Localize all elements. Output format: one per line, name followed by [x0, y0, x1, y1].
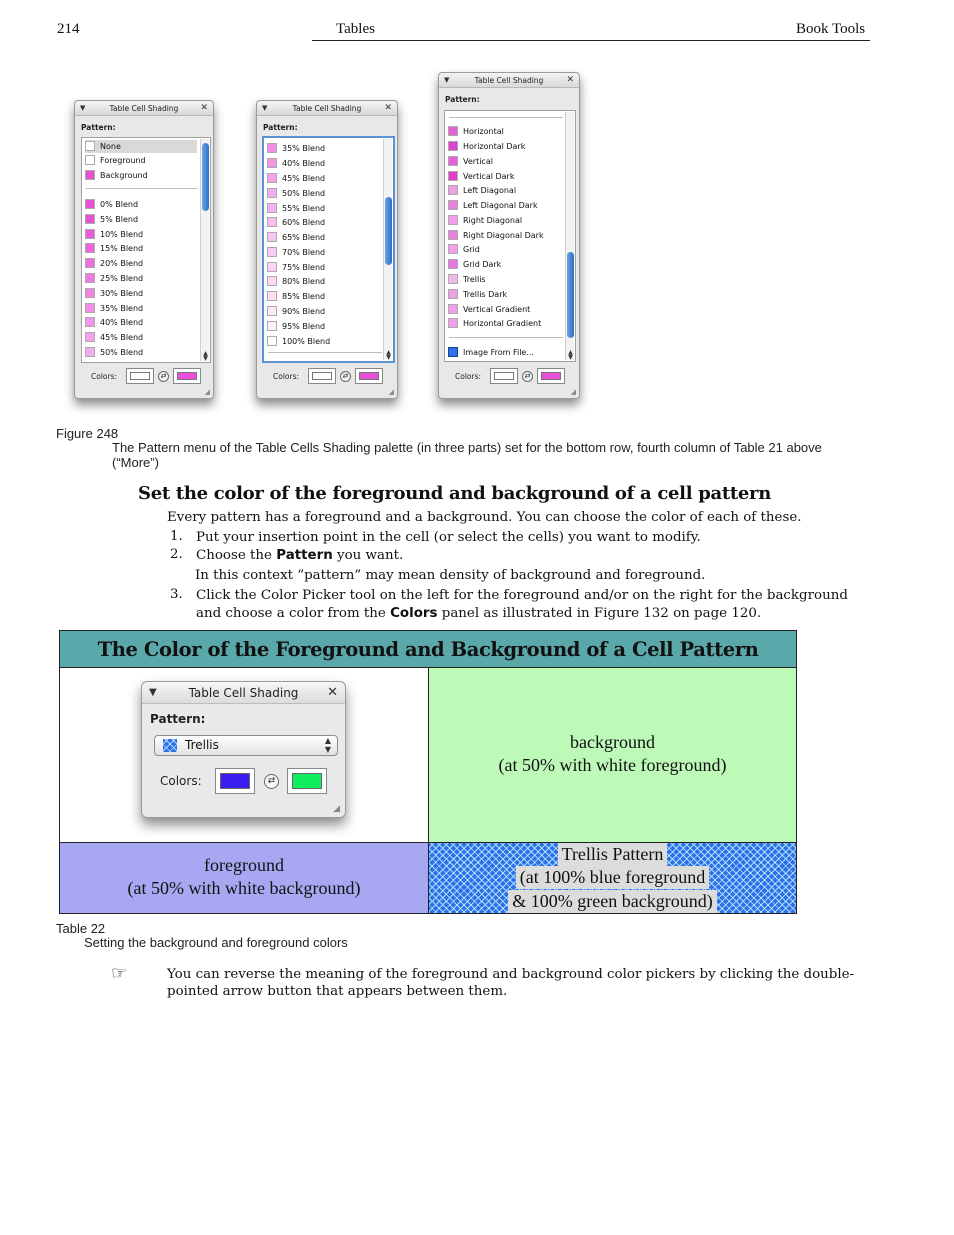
- pattern-swatch: [448, 289, 458, 299]
- trellis-cell-line1: Trellis Pattern: [558, 843, 668, 866]
- list-item[interactable]: 90% Blend: [267, 305, 325, 318]
- collapse-triangle-icon[interactable]: ▼: [149, 687, 157, 698]
- divider: [86, 188, 198, 189]
- colors-label: Colors:: [160, 774, 202, 788]
- running-chapter: Tables: [336, 21, 375, 37]
- close-icon[interactable]: ✕: [327, 685, 338, 700]
- foreground-color-picker[interactable]: [308, 368, 336, 384]
- list-item[interactable]: 95% Blend: [267, 320, 325, 333]
- list-item[interactable]: 45% Blend: [267, 172, 325, 185]
- pattern-swatch: [448, 215, 458, 225]
- collapse-triangle-icon[interactable]: ▼: [444, 76, 450, 84]
- list-item[interactable]: Grid: [448, 243, 480, 256]
- pattern-list[interactable]: [444, 110, 576, 362]
- step-text: Click the Color Picker tool on the left for the foreground and/or on the right for the background and choose a color from the Colors panel as illustrated in Figure 132 on page 120.: [196, 588, 848, 621]
- swap-colors-button[interactable]: ⇄: [340, 371, 351, 382]
- scrollbar-thumb[interactable]: [567, 252, 574, 338]
- pattern-list[interactable]: [262, 136, 395, 363]
- collapse-triangle-icon[interactable]: ▼: [262, 104, 268, 112]
- pattern-swatch: [448, 304, 458, 314]
- background-color-swatch: [292, 773, 322, 789]
- list-item[interactable]: Vertical Gradient: [448, 303, 530, 316]
- list-item[interactable]: 40% Blend: [267, 157, 325, 170]
- section-heading: Set the color of the foreground and background of a cell pattern: [138, 483, 772, 504]
- list-item[interactable]: 25% Blend: [85, 272, 143, 285]
- collapse-triangle-icon[interactable]: ▼: [80, 104, 86, 112]
- scrollbar-thumb[interactable]: [385, 197, 392, 265]
- pattern-swatch: [85, 258, 95, 268]
- pattern-swatch: [85, 317, 95, 327]
- list-item[interactable]: Left Diagonal: [448, 184, 516, 197]
- pattern-swatch: [85, 155, 95, 165]
- close-icon[interactable]: ✕: [384, 103, 392, 113]
- pattern-select-value: Trellis: [185, 738, 219, 752]
- background-cell-line1: background: [570, 732, 655, 752]
- foreground-cell-line2: (at 50% with white background): [127, 878, 361, 898]
- pattern-label: Pattern:: [150, 712, 206, 726]
- resize-grip-icon[interactable]: ◢: [204, 388, 210, 396]
- colors-label: Colors:: [273, 372, 300, 381]
- page-number: 214: [57, 21, 80, 37]
- pattern-swatch: [85, 332, 95, 342]
- list-item[interactable]: 80% Blend: [267, 275, 325, 288]
- pattern-swatch: [85, 199, 95, 209]
- list-item[interactable]: Trellis Dark: [448, 288, 507, 301]
- step-note: In this context “pattern” may mean density of background and foreground.: [195, 568, 706, 583]
- table-title: The Color of the Foreground and Background of a Cell Pattern: [60, 631, 796, 668]
- scrollbar[interactable]: [383, 139, 392, 360]
- pattern-swatch: [448, 318, 458, 328]
- step-number: 3.: [170, 587, 183, 602]
- pattern-swatch: [85, 347, 95, 357]
- pattern-swatch: [267, 188, 277, 198]
- scroll-arrows-icon[interactable]: ▲ ▼: [568, 349, 573, 361]
- list-item[interactable]: 60% Blend: [267, 216, 325, 229]
- table-cell-foreground: [60, 843, 429, 913]
- trellis-cell-line3: & 100% green background): [508, 890, 716, 913]
- background-color-picker[interactable]: [173, 368, 201, 384]
- list-item[interactable]: Horizontal Dark: [448, 140, 525, 153]
- pattern-swatch: [267, 291, 277, 301]
- pattern-swatch: [448, 259, 458, 269]
- list-item[interactable]: 35% Blend: [85, 302, 143, 315]
- list-item[interactable]: Foreground: [85, 154, 146, 167]
- trellis-cell-line2: (at 100% blue foreground: [516, 866, 709, 889]
- pattern-swatch: [448, 156, 458, 166]
- list-item[interactable]: 35% Blend: [267, 142, 325, 155]
- list-item[interactable]: Right Diagonal: [448, 214, 522, 227]
- list-item[interactable]: 50% Blend: [85, 346, 143, 359]
- list-item[interactable]: 70% Blend: [267, 246, 325, 259]
- pattern-swatch: [267, 143, 277, 153]
- list-item[interactable]: Right Diagonal Dark: [448, 229, 544, 242]
- list-item[interactable]: 100% Blend: [267, 335, 330, 348]
- foreground-color-picker[interactable]: [215, 768, 255, 794]
- pattern-label: Pattern:: [81, 123, 116, 132]
- ui-term-pattern: Pattern: [276, 548, 333, 563]
- pattern-swatch: [85, 214, 95, 224]
- foreground-cell-line1: foreground: [204, 855, 284, 875]
- list-item[interactable]: 65% Blend: [267, 231, 325, 244]
- list-item[interactable]: Vertical Dark: [448, 170, 514, 183]
- pattern-swatch: [448, 274, 458, 284]
- pointing-hand-icon: ☞: [111, 963, 128, 984]
- list-item[interactable]: 85% Blend: [267, 290, 325, 303]
- stepper-arrows-icon: ▲ ▼: [324, 736, 331, 754]
- list-item[interactable]: 40% Blend: [85, 316, 143, 329]
- pattern-label: Pattern:: [445, 95, 480, 104]
- list-item[interactable]: 30% Blend: [85, 287, 143, 300]
- pattern-swatch: [85, 141, 95, 151]
- pattern-swatch: [85, 303, 95, 313]
- scroll-arrows-icon[interactable]: ▲ ▼: [203, 350, 208, 362]
- foreground-color-swatch: [494, 372, 514, 380]
- pattern-swatch: [85, 273, 95, 283]
- pattern-swatch: [267, 321, 277, 331]
- step-number: 2.: [170, 547, 183, 562]
- background-color-swatch: [359, 372, 379, 380]
- foreground-color-picker[interactable]: [126, 368, 154, 384]
- background-cell-line2: (at 50% with white foreground): [498, 755, 727, 775]
- scrollbar[interactable]: [200, 139, 209, 361]
- swap-colors-button[interactable]: ⇄: [522, 371, 533, 382]
- pattern-swatch: [267, 276, 277, 286]
- palette-part-2: [256, 100, 398, 399]
- list-item[interactable]: 15% Blend: [85, 242, 143, 255]
- list-item-image-from-file[interactable]: Image From File...: [448, 346, 534, 359]
- palette-part-3: [438, 72, 580, 399]
- image-icon: [448, 347, 458, 357]
- divider: [449, 337, 563, 338]
- pattern-swatch: [267, 247, 277, 257]
- background-color-swatch: [541, 372, 561, 380]
- pattern-swatch: [267, 306, 277, 316]
- pattern-swatch: [448, 230, 458, 240]
- pattern-swatch: [267, 173, 277, 183]
- pattern-swatch: [448, 126, 458, 136]
- close-icon[interactable]: ✕: [200, 103, 208, 113]
- pattern-swatch: [85, 288, 95, 298]
- pattern-swatch: [448, 185, 458, 195]
- header-rule: [312, 40, 870, 41]
- colors-label: Colors:: [91, 372, 118, 381]
- running-section: Book Tools: [796, 21, 866, 37]
- foreground-color-swatch: [220, 773, 250, 789]
- pattern-swatch: [448, 171, 458, 181]
- pattern-swatch: [267, 158, 277, 168]
- table-cell-trellis: [429, 843, 796, 913]
- step-text: Put your insertion point in the cell (or select the cells) you want to modify.: [196, 530, 701, 545]
- pattern-select[interactable]: [154, 735, 338, 756]
- list-item[interactable]: 45% Blend: [85, 331, 143, 344]
- trellis-swatch-icon: [163, 739, 177, 752]
- pattern-swatch: [85, 170, 95, 180]
- list-item[interactable]: 10% Blend: [85, 228, 143, 241]
- list-item[interactable]: 0% Blend: [85, 198, 138, 211]
- pattern-swatch: [85, 229, 95, 239]
- palette-title: Table Cell Shading: [257, 101, 397, 116]
- list-item[interactable]: Horizontal Gradient: [448, 317, 541, 330]
- pattern-swatch: [85, 243, 95, 253]
- swap-colors-button[interactable]: ⇄: [264, 774, 279, 789]
- foreground-color-picker[interactable]: [490, 368, 518, 384]
- pattern-swatch: [448, 244, 458, 254]
- background-color-picker[interactable]: [287, 768, 327, 794]
- list-item[interactable]: Background: [85, 169, 148, 182]
- list-item[interactable]: Trellis: [448, 273, 486, 286]
- list-item[interactable]: 20% Blend: [85, 257, 143, 270]
- table-label: Table 22: [56, 921, 106, 936]
- resize-grip-icon[interactable]: ◢: [570, 388, 576, 396]
- pattern-list[interactable]: [81, 137, 211, 363]
- pattern-swatch: [267, 336, 277, 346]
- list-item[interactable]: Grid Dark: [448, 258, 501, 271]
- ui-term-colors: Colors: [390, 606, 438, 621]
- swap-colors-button[interactable]: ⇄: [158, 371, 169, 382]
- list-item[interactable]: 50% Blend: [267, 187, 325, 200]
- pattern-swatch: [267, 232, 277, 242]
- list-item[interactable]: 75% Blend: [267, 261, 325, 274]
- foreground-color-swatch: [312, 372, 332, 380]
- close-icon[interactable]: ✕: [566, 75, 574, 85]
- divider: [268, 352, 382, 353]
- figure-label: Figure 248: [56, 426, 119, 441]
- palette-title: Table Cell Shading: [75, 101, 213, 116]
- table-cell-shading-palette: [141, 681, 346, 818]
- pattern-swatch: [267, 217, 277, 227]
- foreground-color-swatch: [130, 372, 150, 380]
- palette-title: Table Cell Shading: [142, 682, 345, 704]
- resize-grip-icon[interactable]: ◢: [388, 388, 394, 396]
- step-text: Choose the Pattern you want.: [196, 548, 404, 563]
- list-item[interactable]: Vertical: [448, 155, 493, 168]
- pattern-swatch: [267, 203, 277, 213]
- divider: [449, 117, 563, 118]
- pattern-label: Pattern:: [263, 123, 298, 132]
- scroll-arrows-icon[interactable]: ▲ ▼: [386, 349, 391, 361]
- pattern-swatch: [448, 141, 458, 151]
- pattern-swatch: [267, 262, 277, 272]
- list-item[interactable]: Horizontal: [448, 125, 504, 138]
- list-item[interactable]: 55% Blend: [267, 202, 325, 215]
- background-color-swatch: [177, 372, 197, 380]
- background-color-picker[interactable]: [537, 368, 565, 384]
- list-item[interactable]: 5% Blend: [85, 213, 138, 226]
- colors-label: Colors:: [455, 372, 482, 381]
- step-number: 1.: [170, 529, 183, 544]
- section-intro: Every pattern has a foreground and a background. You can choose the color of each of these.: [167, 510, 802, 525]
- resize-grip-icon[interactable]: ◢: [333, 804, 340, 814]
- pattern-swatch: [448, 200, 458, 210]
- list-item[interactable]: Left Diagonal Dark: [448, 199, 538, 212]
- background-color-picker[interactable]: [355, 368, 383, 384]
- table-cell-background: [429, 668, 796, 843]
- figure-caption: The Pattern menu of the Table Cells Shading palette (in three parts) set for the bottom row, fourth column of Table 21 above (“More”): [112, 440, 822, 470]
- list-item[interactable]: None: [85, 140, 197, 153]
- table-caption: Setting the background and foreground colors: [84, 935, 348, 950]
- note-text: You can reverse the meaning of the foreground and background color pickers by clicking the double-pointed arrow button that appears between them.: [167, 967, 855, 999]
- palette-title: Table Cell Shading: [439, 73, 579, 88]
- scrollbar-thumb[interactable]: [202, 143, 209, 211]
- scrollbar[interactable]: [565, 112, 574, 360]
- palette-part-1: [74, 100, 214, 399]
